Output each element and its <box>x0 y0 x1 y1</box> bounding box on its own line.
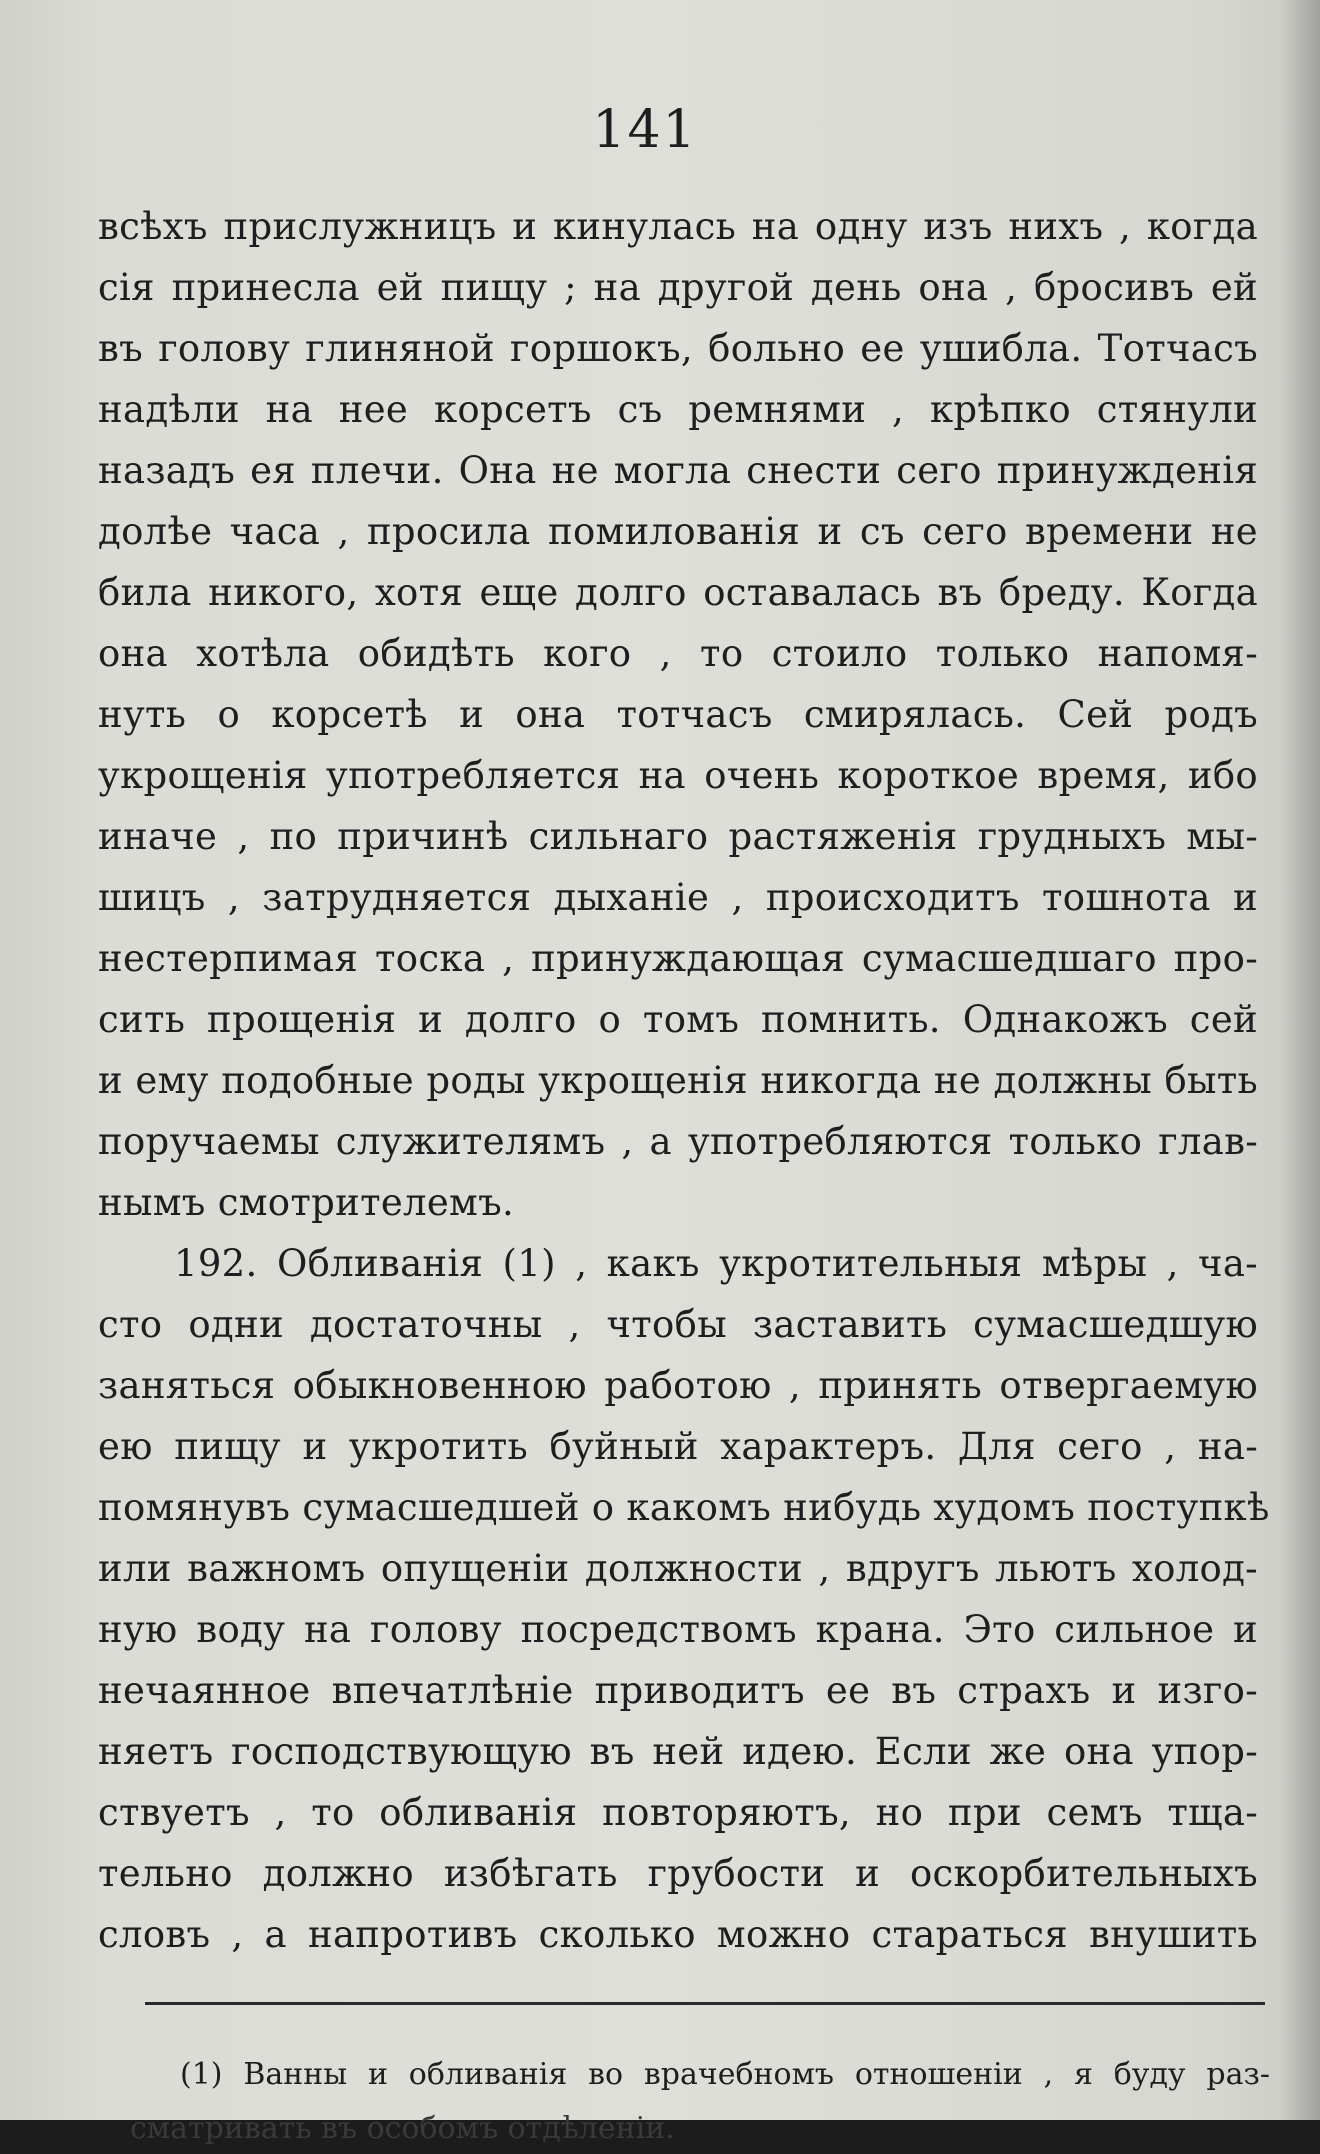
text-line: ствуетъ , то обливанія повторяютъ, но при семъ тща- <box>98 1791 1258 1834</box>
text-line: ную воду на голову посредствомъ крана. Это сильное и <box>98 1608 1258 1651</box>
text-line: всѣхъ прислужницъ и кинулась на одну изъ нихъ , когда <box>98 205 1258 248</box>
text-line: ею пищу и укротить буйный характеръ. Для сего , на- <box>98 1425 1258 1468</box>
text-line: она хотѣла обидѣть кого , то стоило только напомя- <box>98 632 1258 675</box>
text-line: долѣе часа , просила помилованія и съ сего времени не <box>98 510 1258 553</box>
page-number: 141 <box>592 100 698 160</box>
text-line: въ голову глиняной горшокъ, больно ее ушибла. Тотчасъ <box>98 327 1258 370</box>
text-line: тельно должно избѣгать грубости и оскорбительныхъ <box>98 1852 1258 1895</box>
text-line: сто одни достаточны , чтобы заставить сумасшедшую <box>98 1303 1258 1346</box>
text-line: сія принесла ей пищу ; на другой день она , бросивъ ей <box>98 266 1258 309</box>
text-line: иначе , по причинѣ сильнаго растяженія грудныхъ мы- <box>98 815 1258 858</box>
text-line: и ему подобные роды укрощенія никогда не должны быть <box>98 1059 1258 1102</box>
text-line: помянувъ сумасшедшей о какомъ нибудь худомъ поступкѣ <box>98 1486 1270 1529</box>
text-line: няетъ господствующую въ ней идею. Если же она упор- <box>98 1730 1258 1773</box>
text-line: сить прощенія и долго о томъ помнить. Однакожъ сей <box>98 998 1258 1041</box>
text-line: нестерпимая тоска , принуждающая сумасшедшаго про- <box>98 937 1258 980</box>
text-line: назадъ ея плечи. Она не могла снести сего принужденія <box>98 449 1258 492</box>
paragraph-start-line: 192. Обливанія (1) , какъ укротительныя мѣры , ча- <box>174 1242 1258 1285</box>
text-line: шицъ , затрудняется дыханіе , происходитъ тошнота и <box>98 876 1258 919</box>
text-line: или важномъ опущеніи должности , вдругъ льютъ холод- <box>98 1547 1258 1590</box>
body-text <box>98 196 1270 1965</box>
text-line: поручаемы служителямъ , а употребляются только глав- <box>98 1120 1258 1163</box>
text-line: нуть о корсетѣ и она тотчасъ смирялась. Сей родъ <box>98 693 1258 736</box>
footnote-divider <box>145 2002 1265 2005</box>
text-line: укрощенія употребляется на очень короткое время, ибо <box>98 754 1258 797</box>
text-line: надѣли на нее корсетъ съ ремнями , крѣпко стянули <box>98 388 1258 431</box>
text-line: била никого, хотя еще долго оставалась въ бреду. Когда <box>98 571 1258 614</box>
text-line: заняться обыкновенною работою , принять отвергаемую <box>98 1364 1258 1407</box>
text-line: словъ , а напротивъ сколько можно стараться внушить <box>98 1913 1258 1956</box>
text-line: нечаянное впечатлѣніе приводитъ ее въ страхъ и изго- <box>98 1669 1258 1712</box>
footnote-continuation: сматривать въ особомъ отдѣленіи. <box>130 2111 675 2146</box>
footnote: (1) Ванны и обливанія во врачебномъ отношеніи , я буду раз- <box>180 2057 1270 2092</box>
text-line: нымъ смотрителемъ. <box>98 1181 515 1224</box>
